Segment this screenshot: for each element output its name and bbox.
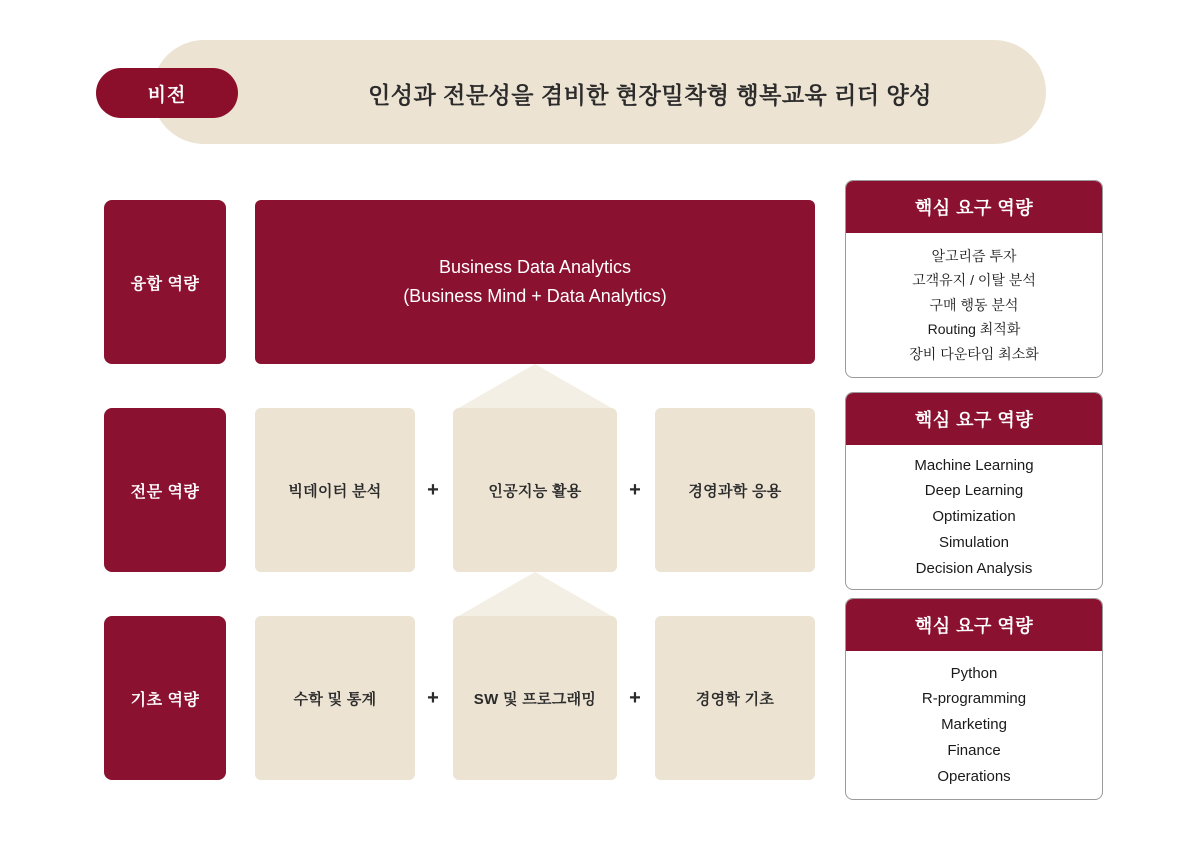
card-items (846, 233, 1102, 377)
list-item: R-programming (921, 690, 1027, 708)
vision-statement: 인성과 전문성을 겸비한 현장밀착형 행복교육 리더 양성 (368, 81, 932, 108)
list-item: 장비 다운타임 최소화 (909, 345, 1039, 362)
business-data-analytics-box (255, 200, 815, 364)
list-item: Decision Analysis (915, 559, 1033, 577)
list-item: 고객유지 / 이탈 분석 (912, 272, 1036, 289)
core-requirements-card (845, 598, 1103, 800)
list-item: Routing 최적화 (927, 321, 1021, 338)
core-requirements-card (845, 180, 1103, 378)
tier-block: 빅데이터 분석 (255, 408, 415, 572)
level-label-specialized: 전문 역량 (104, 408, 226, 572)
top-box-line-2: (Business Mind + Data Analytics) (403, 286, 667, 306)
tier-block: SW 및 프로그래밍 (453, 616, 617, 780)
list-item: Optimization (932, 508, 1016, 526)
plus-icon: + (427, 478, 439, 501)
plus-icon: + (629, 686, 641, 709)
tier-block: 인공지능 활용 (453, 408, 617, 572)
list-item: Deep Learning (924, 482, 1024, 500)
top-box-line-1: Business Data Analytics (438, 257, 632, 278)
card-title: 핵심 요구 역량 (846, 599, 1102, 651)
card-items (846, 445, 1102, 589)
list-item: Marketing (941, 716, 1007, 734)
list-item: Machine Learning (914, 456, 1034, 474)
tier-block: 수학 및 통계 (255, 616, 415, 780)
tier-block: 경영학 기초 (655, 616, 815, 780)
list-item: Simulation (938, 533, 1010, 551)
tier-block: 경영과학 응용 (655, 408, 815, 572)
core-requirements-card (845, 392, 1103, 590)
up-arrow-icon (455, 364, 615, 410)
list-item: Operations (937, 767, 1011, 785)
list-item: Finance (947, 741, 1001, 759)
list-item: 구매 행동 분석 (929, 296, 1019, 313)
list-item: 알고리즘 투자 (931, 247, 1017, 264)
vision-badge: 비전 (96, 68, 238, 118)
card-items (846, 651, 1102, 799)
plus-icon: + (427, 686, 439, 709)
plus-icon: + (629, 478, 641, 501)
up-arrow-icon (455, 572, 615, 618)
card-title: 핵심 요구 역량 (846, 181, 1102, 233)
card-title: 핵심 요구 역량 (846, 393, 1102, 445)
level-label-convergence: 융합 역량 (104, 200, 226, 364)
list-item: Python (950, 664, 998, 682)
level-label-foundation: 기초 역량 (104, 616, 226, 780)
